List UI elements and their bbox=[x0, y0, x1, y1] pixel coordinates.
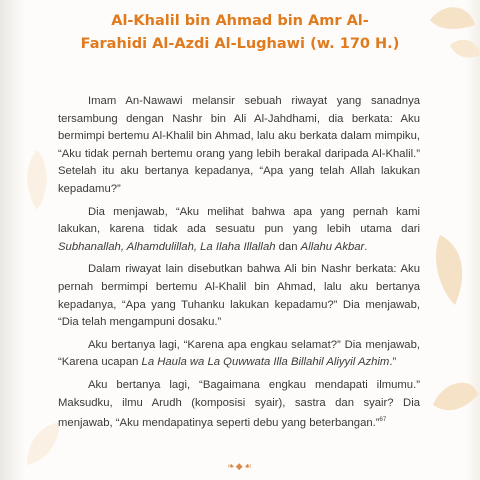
leaf-decoration-icon bbox=[22, 150, 52, 210]
title-line-2: Farahidi Al-Azdi Al-Lughawi (w. 170 H.) bbox=[80, 36, 400, 52]
page-gutter bbox=[0, 0, 26, 480]
leaf-decoration-icon bbox=[428, 375, 480, 420]
leaf-decoration-icon bbox=[22, 420, 62, 470]
footnote-marker[interactable]: 67 bbox=[379, 417, 387, 424]
paragraph-4-text: .” bbox=[389, 356, 397, 369]
title-line-1: Al-Khalil bin Ahmad bin Amr Al- bbox=[111, 13, 369, 29]
paragraph-2-text: dan bbox=[275, 240, 301, 253]
paragraph-3: Dalam riwayat lain disebutkan bahwa Ali bin Nashr berkata: Aku pernah bermimpi bertemu Al-Khalil bin Ahmad, lalu aku bertanya kepadanya, “Apa yang Tuhanku lakukan kepadamu?” Dia menjawab, “Dia telah mengampuni dosaku.” bbox=[58, 263, 420, 329]
paragraph-4-text: Aku bertanya lagi, “Karena apa engkau selamat?” Dia menjawab, “Karena ucapan bbox=[58, 338, 420, 369]
paragraph-1: Imam An-Nawawi melansir sebuah riwayat yang sanadnya tersambung dengan Nashr bin Ali Al-Jahdhami, dia berkata: Aku bermimpi bertemu Al-Khalil bin Ahmad, lalu aku berkata dalam mimpiku, “Aku tidak pernah bertemu orang yang lebih berakal daripada Al-Khalil.” Setelah itu aku bertanya kepadanya, “Apa yang telah Allah lakukan kepadamu?” bbox=[58, 95, 420, 195]
paragraph-2-text: Dia menjawab, “Aku melihat bahwa apa yang pernah kami lakukan, karena tidak ada sesuatu pun yang lebih utama dari bbox=[58, 205, 420, 236]
paragraph-2-text: . bbox=[364, 240, 368, 253]
paragraph-5-text: Aku bertanya lagi, “Bagaimana engkau mendapati ilmumu.” Maksudku, ilmu Arudh (komposisi syair), sastra dan syair? Dia menjawab, “Aku mendapatinya seperti debu yang beterbangan.” bbox=[58, 378, 420, 429]
body-text bbox=[58, 93, 420, 437]
leaf-decoration-icon bbox=[420, 0, 480, 70]
leaf-decoration-icon bbox=[430, 230, 480, 310]
paragraph-4-italic: La Haula wa La Quwwata Illa Billahil Aliyyil Azhim bbox=[141, 356, 390, 369]
page-ornament: ❧◆☙ bbox=[227, 462, 253, 472]
paragraph-5 bbox=[58, 377, 420, 433]
paragraph-2-italic: Allahu Akbar bbox=[300, 240, 365, 253]
chapter-title bbox=[60, 10, 420, 56]
paragraph-2-italic: Subhanallah, Alhamdulillah, La Ilaha Illallah bbox=[58, 240, 276, 253]
paragraph-4 bbox=[58, 337, 420, 372]
paragraph-2 bbox=[58, 204, 420, 257]
